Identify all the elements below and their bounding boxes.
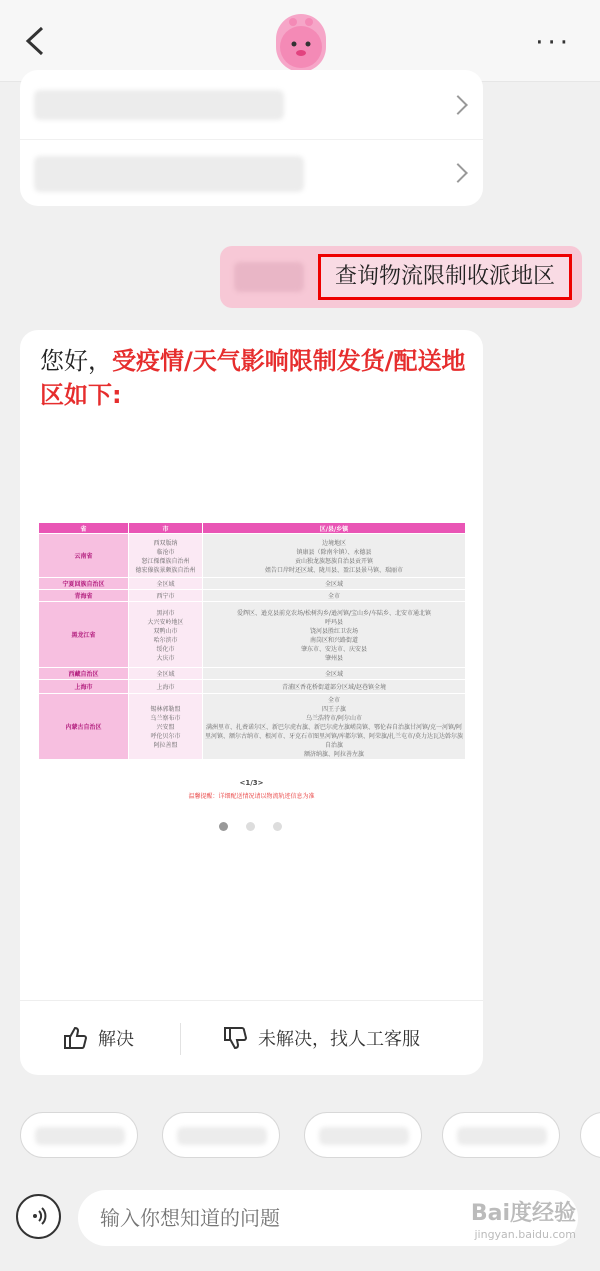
area-cell: 全区域 [203,668,466,680]
quick-reply-chip[interactable] [20,1112,138,1158]
quick-reply-chip[interactable] [580,1112,600,1158]
carousel-dot[interactable] [246,822,255,831]
thumbs-up-icon [62,1025,88,1051]
unsolved-label: 未解决，找人工客服 [258,1029,420,1050]
carousel-dot[interactable] [219,822,228,831]
table-row [39,668,466,680]
blurred-text [34,156,304,192]
user-message-bubble [220,246,582,308]
city-cell: 全区域 [129,578,203,590]
chevron-right-icon [448,163,468,183]
back-icon[interactable] [22,26,48,56]
table-header-city: 市 [129,523,203,534]
thumbs-down-icon [222,1025,248,1051]
city-cell: 黑河市 大兴安岭地区 双鸭山市 哈尔滨市 绥化市 大庆市 [129,602,203,668]
area-cell: 全市 四王子旗 乌兰浩特市/阿尔山市 满洲里市、扎赉诺尔区、新巴尔虎右旗、新巴尔虎左旗嵯岗镇、鄂伦春自治旗甘河镇/克一河镇/阿里河镇、额尔古纳市、根河市、牙克石市图里河镇/库都尔镇、阿荣旗/扎兰屯市/莫力达瓦达斡尔族自治旗 额济纳旗、阿拉善左旗 [203,694,466,760]
restriction-table [38,522,466,760]
area-cell: 爱辉区、逊克县前克农场/松树沟乡/逊河镇/宝山乡/车陆乡、北安市通北镇 呼玛县 饶河县胜红卫农场 南岗区和兴路街道 肇东市、安达市、庆安县 肇州县 [203,602,466,668]
solved-button[interactable] [62,1025,134,1051]
area-cell: 全区域 [203,578,466,590]
feedback-divider [180,1023,181,1055]
more-menu-icon[interactable]: ··· [535,28,572,58]
table-page-indicator: <1/3> [239,779,264,787]
province-cell: 内蒙古自治区 [39,694,129,760]
list-item[interactable] [20,70,483,140]
province-cell: 黑龙江省 [39,602,129,668]
province-cell: 上海市 [39,680,129,694]
carousel-dot[interactable] [273,822,282,831]
blurred-text [35,1127,125,1145]
table-row [39,534,466,578]
blurred-text [457,1127,547,1145]
city-cell: 全区域 [129,668,203,680]
table-row [39,590,466,602]
city-cell: 西宁市 [129,590,203,602]
watermark-url: jingyan.baidu.com [474,1228,576,1241]
city-cell: 西双版纳 临沧市 怒江傈僳族自治州 德宏傣族景颇族自治州 [129,534,203,578]
table-row [39,694,466,760]
assistant-answer-card [20,330,483,1075]
voice-input-icon[interactable] [16,1194,61,1239]
province-cell: 西藏自治区 [39,668,129,680]
table-row [39,680,466,694]
table-row [39,602,466,668]
unsolved-button[interactable] [222,1025,420,1051]
city-cell: 上海市 [129,680,203,694]
carousel-dots [219,822,282,831]
province-cell: 云南省 [39,534,129,578]
province-cell: 宁夏回族自治区 [39,578,129,590]
quick-reply-chip[interactable] [442,1112,560,1158]
province-cell: 青海省 [39,590,129,602]
table-note: 温馨提醒：详细配送情况请以物流轨迹信息为准 [188,793,315,800]
area-cell: 边境地区 镇康县（除南伞镇）、永德县 贡山独龙族怒族自治县贡开镇 姐告口岸时还区域、陇川县、盈江县景马镇、瑞丽市 [203,534,466,578]
table-row [39,578,466,590]
area-cell: 青浦区香花桥街道部分区域/赵巷镇全境 [203,680,466,694]
list-item[interactable] [20,140,483,206]
answer-highlight: 受疫情/天气影响限制发货/配送地区如下: [40,347,466,409]
quick-reply-chips [20,1112,600,1160]
blurred-text [234,262,304,292]
assistant-avatar [276,14,326,72]
quick-reply-chip[interactable] [162,1112,280,1158]
blurred-text [34,90,284,120]
city-cell: 锡林郭勒盟 乌兰察布市 兴安盟 呼伦贝尔市 阿拉善盟 [129,694,203,760]
blurred-text [177,1127,267,1145]
quick-reply-chip[interactable] [304,1112,422,1158]
solved-label: 解决 [98,1029,134,1050]
input-bar [0,1178,600,1271]
watermark-brand: Bai度经验 [470,1201,576,1226]
area-cell: 全市 [203,590,466,602]
feedback-bar [20,1000,483,1075]
chevron-right-icon [448,95,468,115]
answer-text [40,344,470,412]
highlighted-query: 查询物流限制收派地区 [318,254,572,300]
table-header-area: 区/县/乡镇 [203,523,466,534]
answer-greeting: 您好， [40,347,112,375]
previous-options-card [20,70,483,206]
table-header-province: 省 [39,523,129,534]
blurred-text [319,1127,409,1145]
